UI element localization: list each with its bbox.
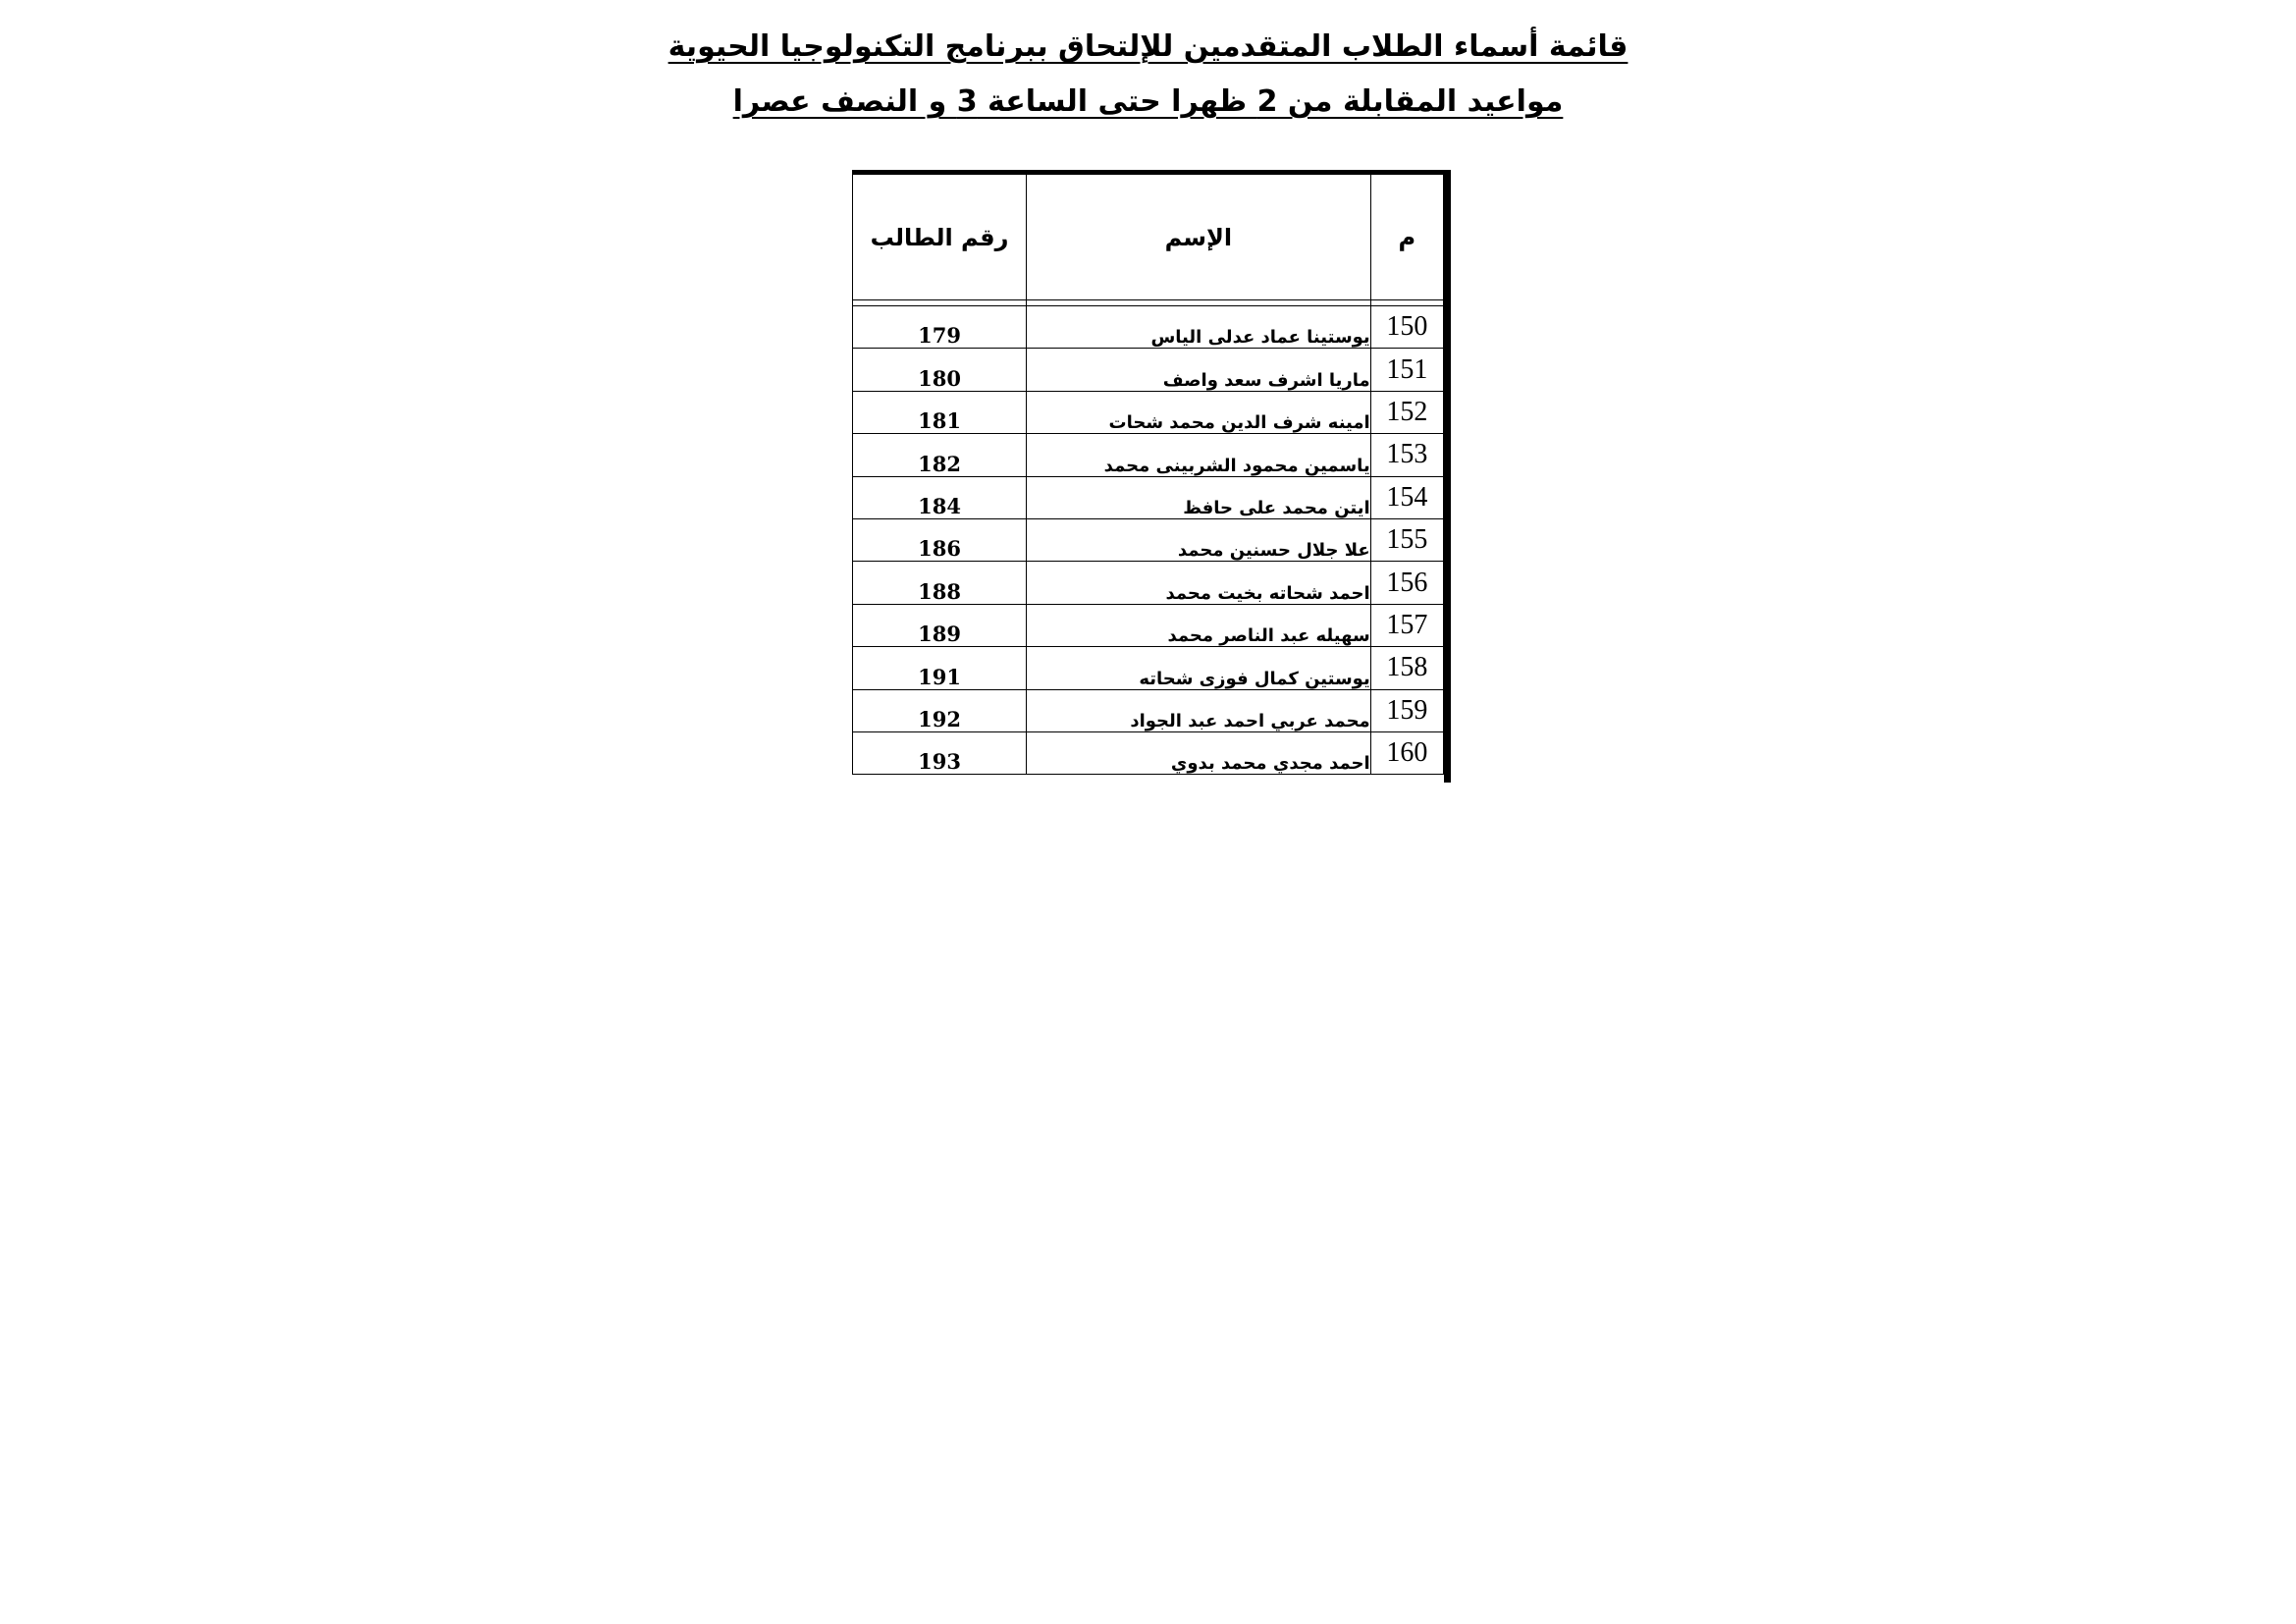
table-row (853, 731, 1444, 774)
header-name: الإسم (1027, 175, 1371, 300)
row-index-cell: 152 (1370, 391, 1443, 433)
document-title: قائمة أسماء الطلاب المتقدمين للإلتحاق ببرنامج التكنولوجيا الحيوية (667, 29, 1629, 64)
table-row (853, 434, 1444, 476)
row-index-cell: 153 (1370, 434, 1443, 476)
table-row (853, 306, 1444, 349)
student-number-cell: 186 (853, 518, 1027, 561)
student-number-cell: 189 (853, 604, 1027, 646)
student-table (852, 174, 1444, 775)
table-row (853, 349, 1444, 391)
student-name-cell: ياسمين محمود الشربينى محمد (1027, 434, 1371, 476)
row-index-cell: 151 (1370, 349, 1443, 391)
table-row (853, 647, 1444, 689)
table-row (853, 562, 1444, 604)
student-name-cell: امينه شرف الدين محمد شحات (1027, 391, 1371, 433)
table-row (853, 518, 1444, 561)
header-index: م (1370, 175, 1443, 300)
table-row (853, 689, 1444, 731)
row-index-cell: 156 (1370, 562, 1443, 604)
document-subtitle: مواعيد المقابلة من 2 ظهرا حتى الساعة 3 و النصف عصرا (732, 84, 1564, 119)
student-name-cell: يوستين كمال فوزى شحاته (1027, 647, 1371, 689)
student-number-cell: 184 (853, 476, 1027, 518)
student-name-cell: احمد مجدي محمد بدوي (1027, 731, 1371, 774)
student-number-cell: 192 (853, 689, 1027, 731)
header-student-number: رقم الطالب (853, 175, 1027, 300)
table-row (853, 604, 1444, 646)
table-row (853, 391, 1444, 433)
student-number-cell: 179 (853, 306, 1027, 349)
student-table-frame (852, 170, 1451, 783)
row-index-cell: 150 (1370, 306, 1443, 349)
student-name-cell: احمد شحاته بخيت محمد (1027, 562, 1371, 604)
student-number-cell: 182 (853, 434, 1027, 476)
student-name-cell: ايتن محمد على حافظ (1027, 476, 1371, 518)
student-name-cell: سهيله عبد الناصر محمد (1027, 604, 1371, 646)
row-index-cell: 157 (1370, 604, 1443, 646)
row-index-cell: 160 (1370, 731, 1443, 774)
row-index-cell: 155 (1370, 518, 1443, 561)
student-name-cell: محمد عربي احمد عبد الجواد (1027, 689, 1371, 731)
student-name-cell: يوستينا عماد عدلى الياس (1027, 306, 1371, 349)
row-index-cell: 154 (1370, 476, 1443, 518)
student-number-cell: 188 (853, 562, 1027, 604)
table-row (853, 476, 1444, 518)
row-index-cell: 158 (1370, 647, 1443, 689)
row-index-cell: 159 (1370, 689, 1443, 731)
student-number-cell: 180 (853, 349, 1027, 391)
student-name-cell: علا جلال حسنين محمد (1027, 518, 1371, 561)
table-header-row (853, 175, 1444, 300)
student-number-cell: 181 (853, 391, 1027, 433)
student-number-cell: 193 (853, 731, 1027, 774)
student-number-cell: 191 (853, 647, 1027, 689)
student-name-cell: ماريا اشرف سعد واصف (1027, 349, 1371, 391)
